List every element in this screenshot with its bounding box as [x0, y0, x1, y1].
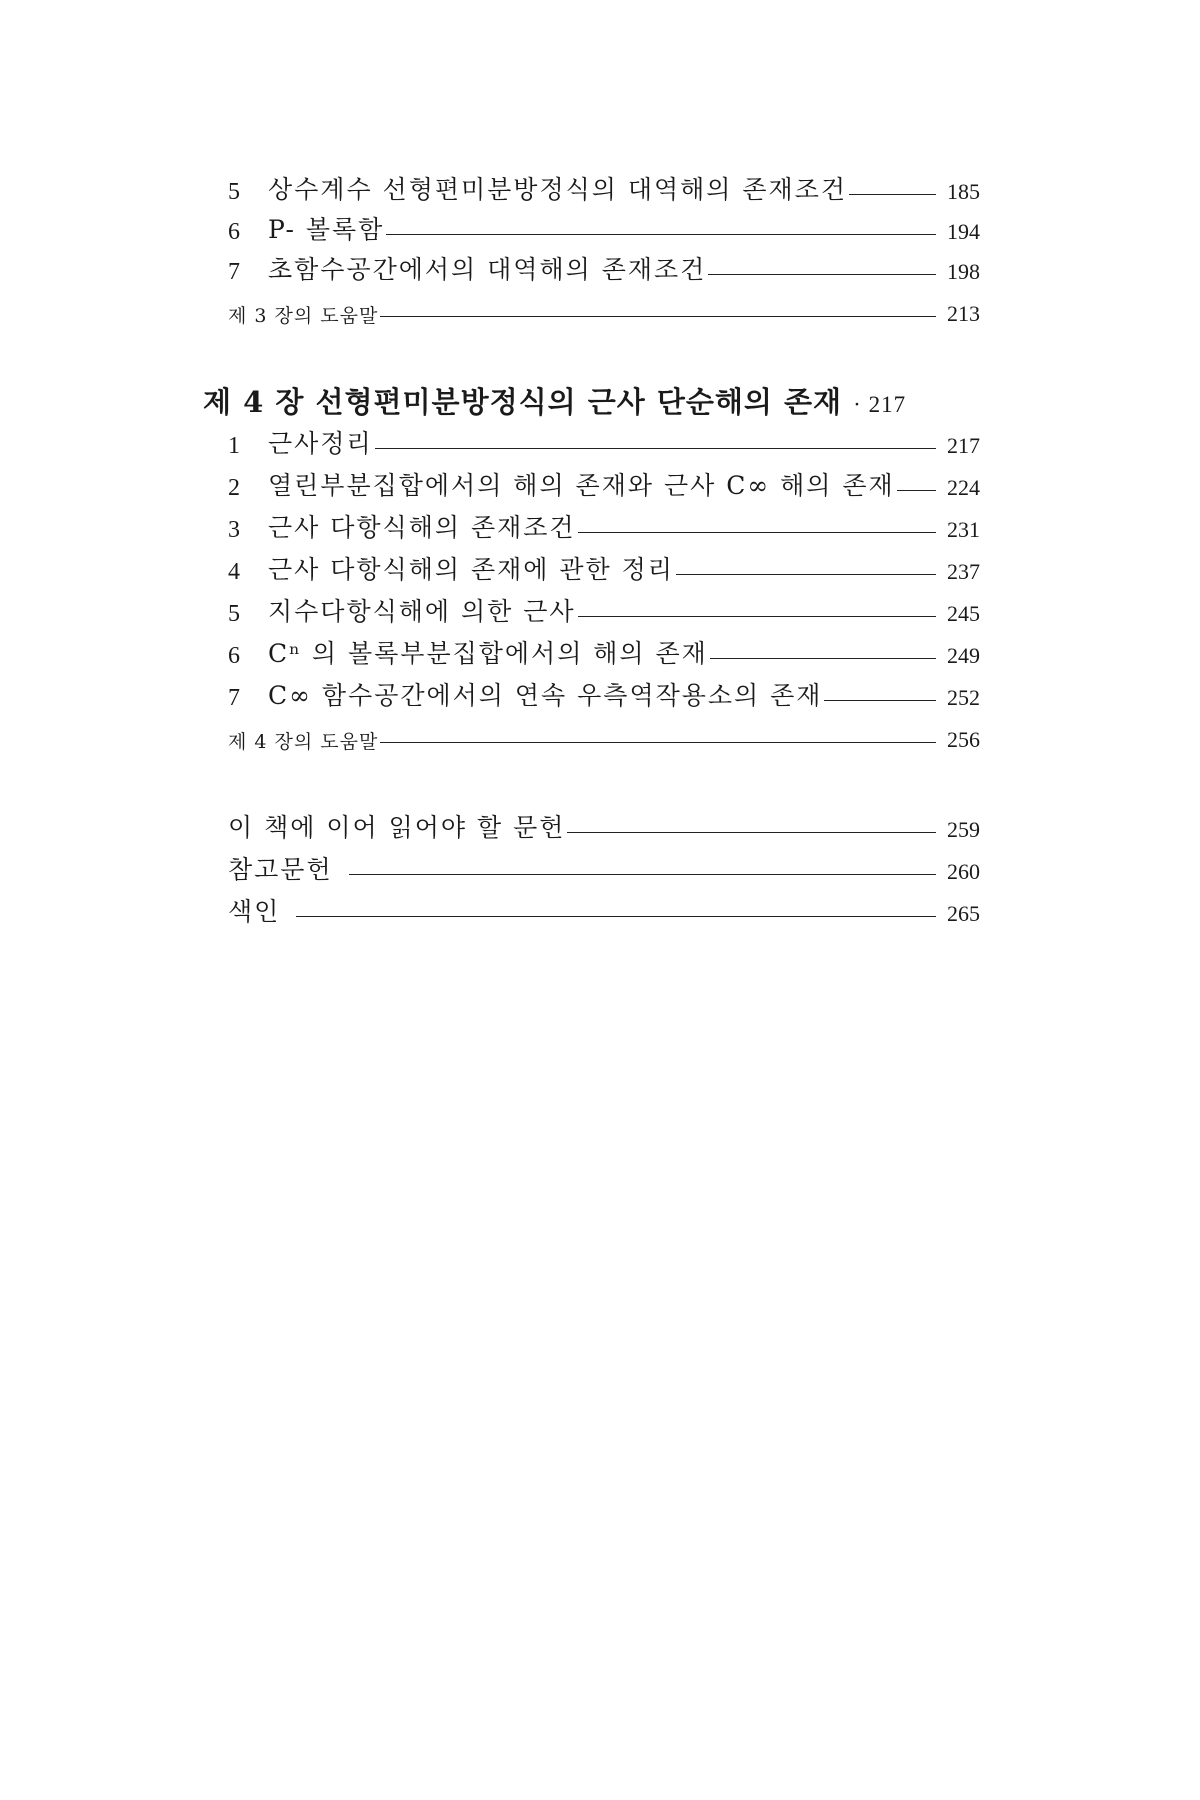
dot-leader — [710, 658, 936, 659]
entry-page-number: 256 — [947, 727, 980, 752]
chapter-page-separator: · — [853, 392, 869, 417]
entry-page-number: 217 — [947, 433, 980, 458]
entry-page-number: 231 — [947, 517, 980, 542]
dot-leader — [380, 742, 936, 743]
chapter-title: 제 4 장 선형편미분방정식의 근사 단순해의 존재 — [203, 385, 843, 419]
entry-page-number: 259 — [947, 817, 980, 842]
entry-number: 7 — [228, 685, 240, 711]
toc-back-matter-entry[interactable] — [228, 808, 980, 844]
entry-page-number: 252 — [947, 685, 980, 710]
entry-title: P- 볼록함 — [268, 215, 385, 244]
toc-entry[interactable] — [228, 634, 980, 670]
entry-title: Cⁿ 의 볼록부분집합에서의 해의 존재 — [268, 639, 708, 668]
entry-number: 5 — [228, 601, 240, 627]
entry-number: 6 — [228, 643, 240, 669]
entry-page-number: 265 — [947, 901, 980, 926]
toc-entry[interactable] — [228, 550, 980, 586]
entry-page-number: 185 — [947, 179, 980, 204]
entry-page-number: 198 — [947, 259, 980, 284]
toc-entry[interactable] — [228, 466, 980, 502]
entry-page-number: 213 — [947, 301, 980, 326]
dot-leader — [897, 490, 936, 491]
entry-title: 지수다항식해에 의한 근사 — [268, 597, 576, 626]
entry-title: 이 책에 이어 읽어야 할 문헌 — [228, 813, 566, 842]
entry-page-number: 224 — [947, 475, 980, 500]
entry-number: 3 — [228, 517, 240, 543]
toc-help-entry[interactable] — [228, 292, 980, 328]
toc-entry[interactable] — [228, 592, 980, 628]
toc-entry[interactable] — [228, 170, 980, 206]
dot-leader — [380, 316, 936, 317]
dot-leader — [386, 234, 936, 235]
entry-title: 초함수공간에서의 대역해의 존재조건 — [268, 255, 707, 284]
dot-leader — [296, 916, 936, 917]
entry-title: 참고문헌 — [228, 855, 333, 884]
dot-leader — [578, 616, 936, 617]
entry-title: 근사 다항식해의 존재조건 — [268, 513, 576, 542]
dot-leader — [708, 274, 936, 275]
toc-entry[interactable] — [228, 250, 980, 286]
dot-leader — [567, 832, 936, 833]
entry-number: 7 — [228, 259, 240, 285]
dot-leader — [578, 532, 936, 533]
entry-title: 제 3 장의 도움말 — [228, 305, 379, 327]
toc-back-matter-entry[interactable] — [228, 850, 980, 886]
entry-page-number: 194 — [947, 219, 980, 244]
toc-back-matter-entry[interactable] — [228, 892, 980, 928]
entry-title: 근사 다항식해의 존재에 관한 정리 — [268, 555, 674, 584]
entry-title: 근사정리 — [268, 429, 373, 458]
chapter-page-number: 217 — [868, 392, 907, 417]
toc-entry[interactable] — [228, 210, 980, 246]
entry-number: 5 — [228, 179, 240, 205]
entry-title: 상수계수 선형편미분방정식의 대역해의 존재조건 — [268, 175, 847, 204]
entry-page-number: 237 — [947, 559, 980, 584]
dot-leader — [849, 194, 936, 195]
dot-leader — [676, 574, 936, 575]
dot-leader — [375, 448, 936, 449]
entry-number: 6 — [228, 219, 240, 245]
dot-leader — [824, 700, 936, 701]
entry-title: 색인 — [228, 897, 281, 926]
entry-number: 2 — [228, 475, 240, 501]
entry-title: 열린부분집합에서의 해의 존재와 근사 C∞ 해의 존재 — [268, 471, 895, 500]
entry-page-number: 245 — [947, 601, 980, 626]
dot-leader — [349, 874, 936, 875]
toc-entry[interactable] — [228, 676, 980, 712]
entry-page-number: 249 — [947, 643, 980, 668]
toc-entry[interactable] — [228, 508, 980, 544]
toc-entry[interactable] — [228, 424, 980, 460]
entry-number: 1 — [228, 433, 240, 459]
entry-page-number: 260 — [947, 859, 980, 884]
entry-title: C∞ 함수공간에서의 연속 우측역작용소의 존재 — [268, 681, 823, 710]
entry-number: 4 — [228, 559, 240, 585]
entry-title: 제 4 장의 도움말 — [228, 731, 379, 753]
toc-help-entry[interactable] — [228, 718, 980, 754]
chapter-heading[interactable] — [203, 380, 906, 421]
